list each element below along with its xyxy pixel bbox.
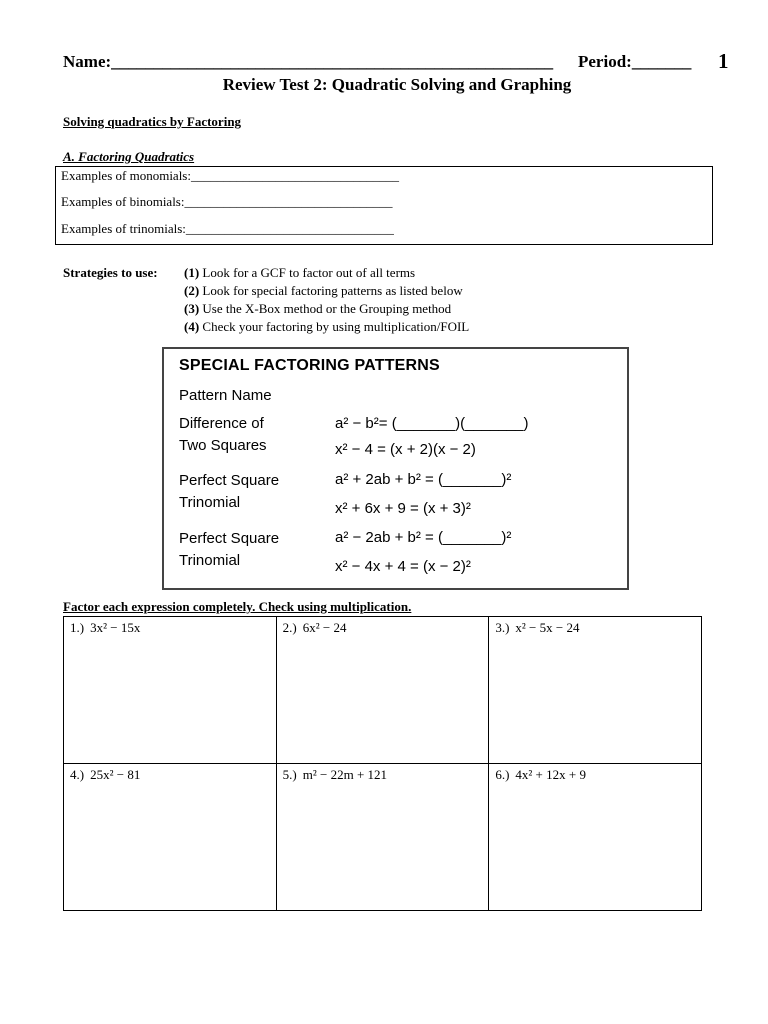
problem-expression: 4x² + 12x + 9	[515, 767, 586, 782]
trinomials-line: Examples of trinomials:________________________________	[61, 221, 394, 236]
special-factoring-patterns-box	[162, 347, 629, 590]
patterns-title: SPECIAL FACTORING PATTERNS	[179, 357, 440, 374]
period-field-label: Period:_______	[578, 52, 692, 71]
pattern-name-header: Pattern Name	[179, 387, 272, 404]
strategy-item: (3) Use the X-Box method or the Grouping method	[184, 301, 452, 316]
exercise-grid	[63, 616, 702, 911]
pattern-example: x² − 4 = (x + 2)(x − 2)	[335, 441, 476, 458]
pattern-name: Perfect Square Trinomial	[179, 472, 280, 511]
strategy-item: (4) Check your factoring by using multiplication/FOIL	[184, 319, 470, 334]
pattern-example: x² + 6x + 9 = (x + 3)²	[335, 500, 471, 517]
pattern-formula: a² + 2ab + b² = (_______)²	[335, 471, 512, 488]
strategy-item: (1) Look for a GCF to factor out of all terms	[184, 265, 416, 280]
pattern-example: x² − 4x + 4 = (x − 2)²	[335, 558, 471, 575]
problem-number: 1.)	[70, 620, 85, 635]
problem-number: 2.)	[282, 620, 297, 635]
pattern-formula: a² − 2ab + b² = (_______)²	[335, 529, 512, 546]
section-subheading: A. Factoring Quadratics	[63, 149, 195, 164]
problem-expression: 6x² − 24	[302, 620, 347, 635]
strategy-item: (2) Look for special factoring patterns as listed below	[184, 283, 463, 298]
problem-expression: x² − 5x − 24	[515, 620, 580, 635]
problem-number: 5.)	[282, 767, 297, 782]
strategies-label: Strategies to use:	[63, 265, 158, 280]
pattern-name: Difference of Two Squares	[179, 415, 267, 454]
problem-cell[interactable]	[64, 617, 277, 764]
problem-number: 3.)	[495, 620, 510, 635]
page-title: Review Test 2: Quadratic Solving and Graphing	[222, 75, 572, 94]
problem-number: 6.)	[495, 767, 510, 782]
problem-expression: 3x² − 15x	[90, 620, 141, 635]
exercise-instruction: Factor each expression completely. Check using multiplication.	[63, 599, 412, 614]
problem-cell[interactable]	[276, 617, 489, 764]
problem-cell[interactable]	[489, 617, 702, 764]
section-heading: Solving quadratics by Factoring	[63, 114, 242, 129]
pattern-formula: a² − b²= (_______)(_______)	[335, 415, 529, 432]
problem-expression: m² − 22m + 121	[302, 767, 388, 782]
problem-cell[interactable]	[276, 764, 489, 911]
problem-number: 4.)	[70, 767, 85, 782]
problem-expression: 25x² − 81	[90, 767, 141, 782]
problem-cell[interactable]	[64, 764, 277, 911]
pattern-name: Perfect Square Trinomial	[179, 530, 280, 569]
name-field-label: Name:____________________________________________________	[63, 52, 554, 71]
monomials-line: Examples of monomials:________________________________	[61, 168, 399, 183]
problem-cell[interactable]	[489, 764, 702, 911]
binomials-line: Examples of binomials:________________________________	[61, 194, 393, 209]
page-number: 1	[718, 49, 729, 73]
